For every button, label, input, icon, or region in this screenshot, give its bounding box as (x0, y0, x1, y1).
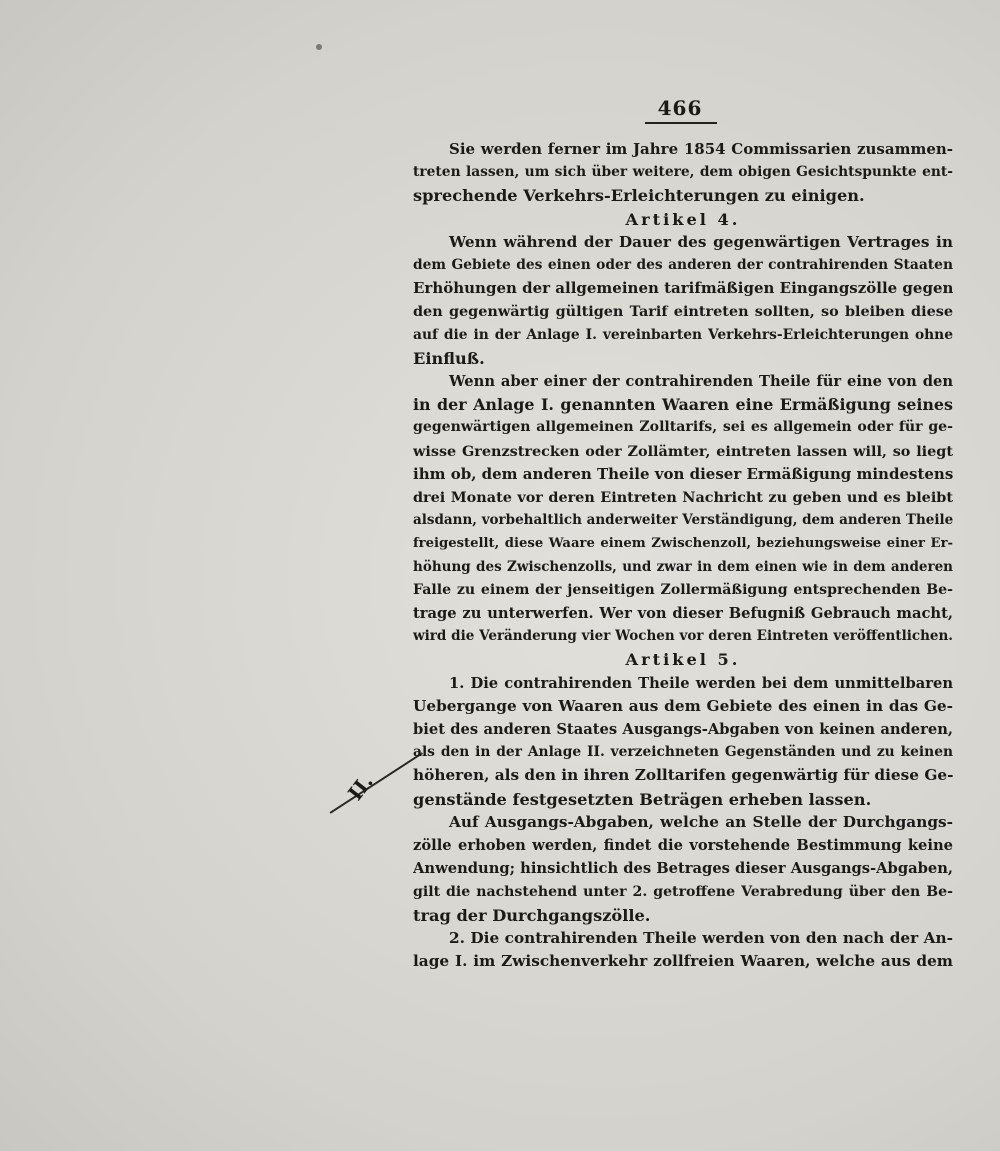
text-line: höheren, als den in ihren Zolltarifen gegenwärtig für diese Ge- (413, 766, 953, 785)
text-line: ihm ob, dem anderen Theile von dieser Ermäßigung mindestens (413, 464, 953, 483)
text-line: genstände festgesetzten Beträgen erheben lassen. (413, 789, 872, 809)
text-line: Wenn aber einer der contrahirenden Theile für eine von den (449, 373, 953, 391)
text-line: sprechende Verkehrs-Erleichterungen zu einigen. (413, 186, 865, 206)
text-line: Sie werden ferner im Jahre 1854 Commissarien zusammen- (449, 140, 953, 158)
text-line: Erhöhungen der allgemeinen tarifmäßigen Eingangszölle gegen (413, 279, 953, 298)
text-line: zölle erhoben werden, findet die vorstehende Bestimmung keine (413, 837, 953, 855)
text-line: alsdann, vorbehaltlich anderweiter Verständigung, dem anderen Theile (413, 512, 953, 529)
text-line: Auf Ausgangs-Abgaben, welche an Stelle der Durchgangs- (449, 812, 953, 831)
body-text (413, 138, 953, 973)
text-line: wisse Grenzstrecken oder Zollämter, eintreten lassen will, so liegt (413, 442, 953, 460)
ink-speck (316, 44, 322, 50)
text-line: Anwendung; hinsichtlich des Betrages dieser Ausgangs-Abgaben, (413, 860, 953, 878)
text-line: trag der Durchgangszölle. (413, 905, 651, 925)
text-line: höhung des Zwischenzolls, und zwar in dem einen wie in dem anderen (413, 558, 953, 575)
text-line: freigestellt, diese Waare einem Zwischenzoll, beziehungsweise einer Er- (413, 536, 953, 552)
page-number-rule (645, 122, 717, 124)
text-line: trage zu unterwerfen. Wer von dieser Befugniß Gebrauch macht, (413, 605, 953, 623)
article-heading: Artikel 4. (625, 209, 741, 229)
text-line: den gegenwärtig gültigen Tarif eintreten sollten, so bleiben diese (413, 303, 953, 321)
text-line: in der Anlage I. genannten Waaren eine Ermäßigung seines (413, 395, 953, 415)
text-line: dem Gebiete des einen oder des anderen der contrahirenden Staaten (413, 257, 953, 274)
text-line: lage I. im Zwischenverkehr zollfreien Waaren, welche aus dem (413, 952, 953, 971)
text-line: Uebergange von Waaren aus dem Gebiete des einen in das Ge- (413, 696, 953, 715)
page-number: 466 (657, 96, 703, 120)
text-line: 1. Die contrahirenden Theile werden bei dem unmittelbaren (449, 674, 953, 692)
text-line: Falle zu einem der jenseitigen Zollermäßigung entsprechenden Be- (413, 581, 953, 598)
margin-note: II. (343, 769, 378, 805)
text-line: 2. Die contrahirenden Theile werden von den nach der An- (449, 928, 953, 947)
article-heading: Artikel 5. (625, 650, 741, 670)
text-line: auf die in der Anlage I. vereinbarten Verkehrs-Erleichterungen ohne (413, 326, 953, 343)
text-line: gegenwärtigen allgemeinen Zolltarifs, sei es allgemein oder für ge- (413, 419, 953, 436)
text-line: Wenn während der Dauer des gegenwärtigen Vertrages in (449, 232, 953, 251)
text-line: als den in der Anlage II. verzeichneten Gegenständen und zu keinen (413, 744, 953, 761)
text-line: drei Monate vor deren Eintreten Nachricht zu geben und es bleibt (413, 489, 953, 507)
text-line: gilt die nachstehend unter 2. getroffene Verabredung über den Be- (413, 883, 953, 900)
text-line: wird die Veränderung vier Wochen vor deren Eintreten veröffentlichen. (413, 628, 953, 645)
text-line: biet des anderen Staates Ausgangs-Abgaben von keinen anderen, (413, 721, 953, 739)
text-line: treten lassen, um sich über weitere, dem obigen Gesichtspunkte ent- (413, 164, 953, 181)
text-line: Einfluß. (413, 348, 485, 368)
